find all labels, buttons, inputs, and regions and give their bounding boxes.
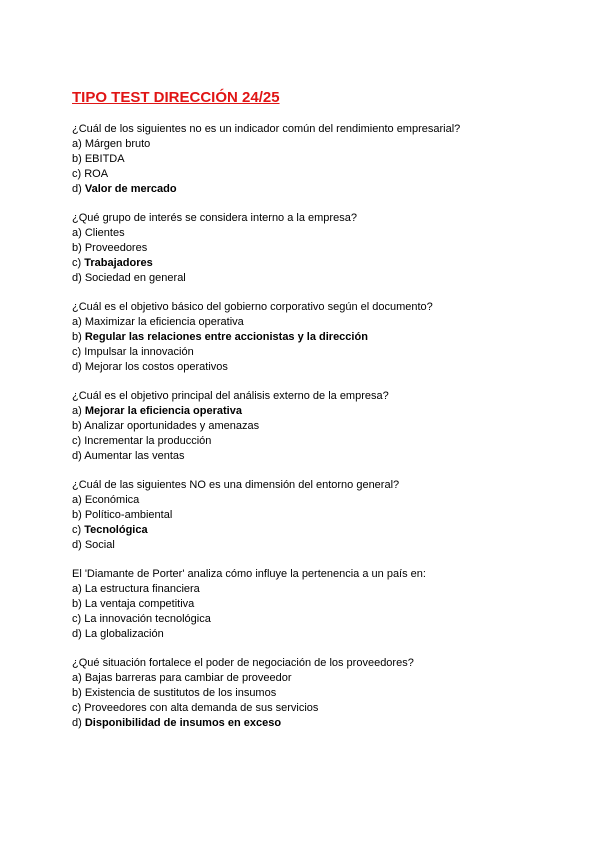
correct-answer-text: Valor de mercado [84,183,177,195]
question-text: ¿Qué situación fortalece el poder de negociación de los proveedores? [72,657,414,669]
answer-option [72,271,572,286]
question-text: ¿Cuál es el objetivo principal del análisis externo de la empresa? [72,390,389,402]
answer-option [72,256,572,271]
question-text: ¿Cuál de las siguientes NO es una dimensión del entorno general? [72,479,400,491]
question-block [72,478,572,553]
answer-option [72,612,572,627]
question-block [72,300,572,375]
option-letter: a) [72,138,82,150]
answer-option [72,241,572,256]
option-letter: c) [72,257,82,269]
answer-text: La innovación tecnológica [84,613,211,625]
document-title: TIPO TEST DIRECCIÓN 24/25 [72,89,280,106]
option-letter: b) [72,242,82,254]
question-block [72,211,572,286]
question-block [72,656,572,731]
answer-text: Clientes [84,227,125,239]
answer-option [72,716,572,731]
answer-option [72,434,572,449]
answer-option [72,686,572,701]
option-letter: d) [72,628,82,640]
option-letter: b) [72,420,82,432]
answer-option [72,508,572,523]
option-letter: c) [72,613,82,625]
document-page [72,88,572,745]
answer-option [72,671,572,686]
question-text: ¿Cuál de los siguientes no es un indicador común del rendimiento empresarial? [72,123,461,135]
option-letter: a) [72,405,82,417]
answer-text: Bajas barreras para cambiar de proveedor [84,672,292,684]
answer-text: Maximizar la eficiencia operativa [84,316,244,328]
option-letter: d) [72,450,82,462]
option-letter: d) [72,183,82,195]
option-letter: b) [72,153,82,165]
option-letter: a) [72,583,82,595]
answer-text: Proveedores con alta demanda de sus servicios [84,702,319,714]
answer-option [72,404,572,419]
answer-option [72,226,572,241]
answer-option [72,182,572,197]
answer-text: ROA [84,168,109,180]
correct-answer-text: Trabajadores [84,257,153,269]
question-text: ¿Cuál es el objetivo básico del gobierno corporativo según el documento? [72,301,433,313]
question-block [72,122,572,197]
answer-text: Márgen bruto [84,138,151,150]
answer-text: La globalización [84,628,164,640]
answer-text: Existencia de sustitutos de los insumos [84,687,277,699]
option-letter: b) [72,331,82,343]
answer-option [72,330,572,345]
answer-option [72,582,572,597]
option-letter: c) [72,435,82,447]
answer-text: Aumentar las ventas [84,450,185,462]
answer-option [72,523,572,538]
option-letter: d) [72,272,82,284]
question-text: ¿Qué grupo de interés se considera interno a la empresa? [72,212,357,224]
answer-option [72,538,572,553]
option-letter: c) [72,702,82,714]
answer-option [72,315,572,330]
answer-option [72,701,572,716]
correct-answer-text: Disponibilidad de insumos en exceso [84,717,282,729]
question-block [72,389,572,464]
answer-text: Sociedad en general [84,272,186,284]
answer-text: Mejorar los costos operativos [84,361,228,373]
answer-text: Incrementar la producción [84,435,212,447]
correct-answer-text: Mejorar la eficiencia operativa [84,405,242,417]
answer-option [72,493,572,508]
question-list [72,122,572,731]
option-letter: c) [72,346,82,358]
option-letter: b) [72,687,82,699]
answer-option [72,597,572,612]
option-letter: c) [72,168,82,180]
answer-text: Impulsar la innovación [84,346,194,358]
answer-text: La estructura financiera [84,583,200,595]
answer-text: Económica [84,494,140,506]
answer-option [72,345,572,360]
answer-option [72,137,572,152]
option-letter: a) [72,672,82,684]
answer-option [72,167,572,182]
option-letter: b) [72,598,82,610]
answer-text: Social [84,539,115,551]
answer-option [72,419,572,434]
answer-text: La ventaja competitiva [84,598,195,610]
answer-text: Analizar oportunidades y amenazas [84,420,260,432]
option-letter: d) [72,361,82,373]
question-block [72,567,572,642]
option-letter: a) [72,494,82,506]
correct-answer-text: Tecnológica [84,524,148,536]
option-letter: a) [72,227,82,239]
option-letter: b) [72,509,82,521]
question-text: El 'Diamante de Porter' analiza cómo influye la pertenencia a un país en: [72,568,426,580]
answer-option [72,360,572,375]
answer-text: EBITDA [84,153,125,165]
option-letter: a) [72,316,82,328]
option-letter: d) [72,539,82,551]
answer-option [72,449,572,464]
answer-text: Proveedores [84,242,148,254]
answer-option [72,627,572,642]
answer-option [72,152,572,167]
option-letter: d) [72,717,82,729]
answer-text: Político-ambiental [84,509,173,521]
correct-answer-text: Regular las relaciones entre accionistas y la dirección [84,331,368,343]
option-letter: c) [72,524,82,536]
